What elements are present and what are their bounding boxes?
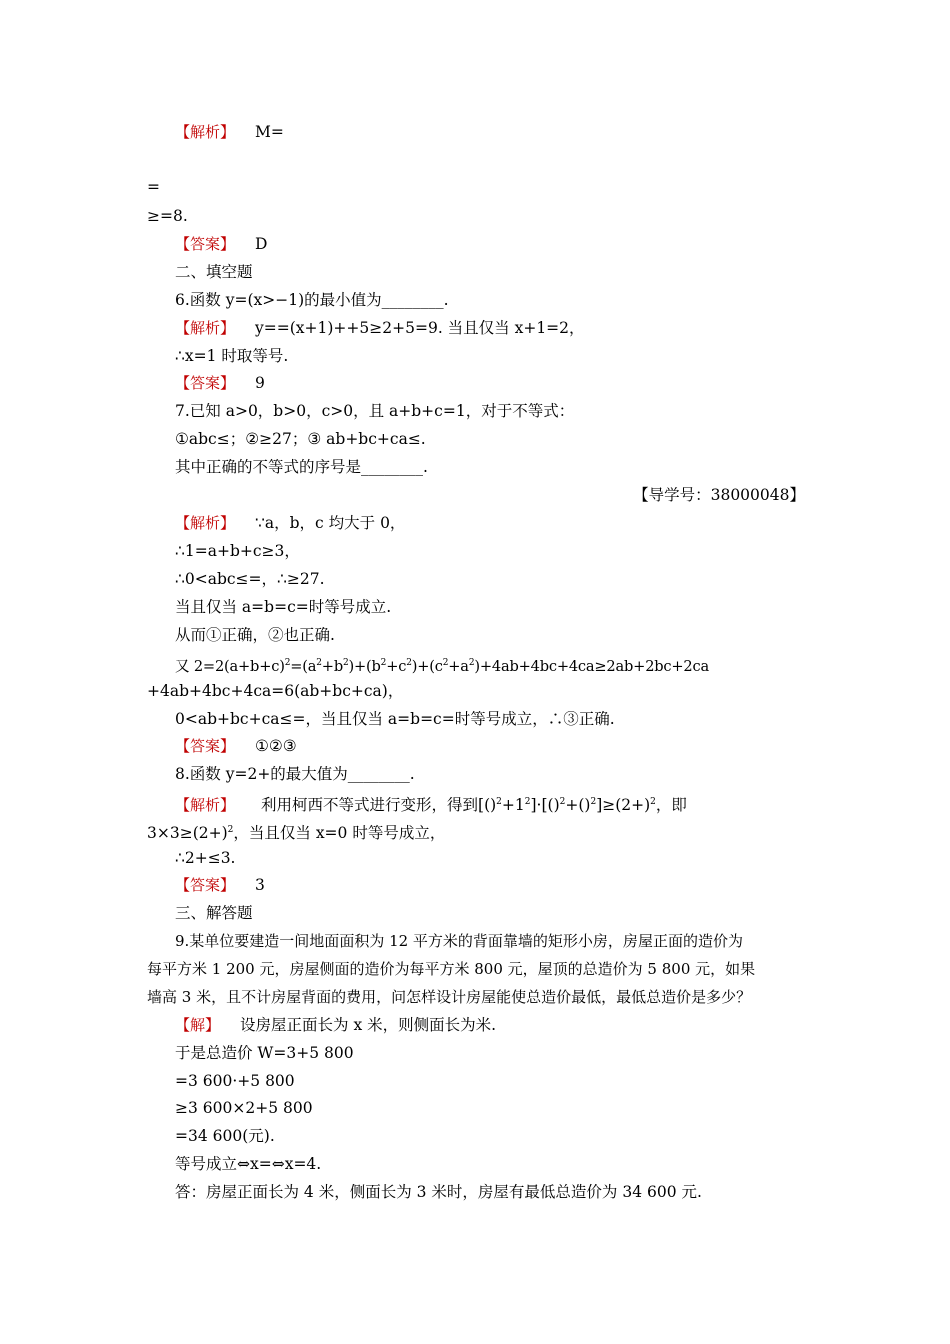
- solution-label: 【解】: [175, 1016, 221, 1034]
- question-6: 6.函数 y=(x>−1)的最小值为________.: [175, 291, 449, 309]
- answer-value: 3: [255, 876, 265, 894]
- text: ∵a，b，c 均大于 0，: [255, 514, 406, 532]
- analysis-line-7: [175, 512, 835, 534]
- text-line: ∴2+≤3.: [175, 849, 236, 867]
- text-line: ∴1=a+b+c≥3，: [175, 542, 300, 560]
- text-line: 于是总造价 W=3+5 800: [175, 1044, 354, 1062]
- text: )+(b: [348, 658, 381, 675]
- text-line: 等号成立⇔x=⇔x=4.: [175, 1155, 322, 1173]
- text-line: [175, 652, 835, 678]
- superscript: 2: [650, 797, 656, 807]
- superscript: 2: [284, 658, 291, 668]
- text: +c: [386, 658, 407, 675]
- analysis-line-5: [175, 121, 835, 143]
- text: ，即: [655, 796, 687, 814]
- text: 利用柯西不等式进行变形，得到[(): [261, 796, 497, 814]
- superscript: 2: [380, 658, 387, 668]
- analysis-label: 【解析】: [175, 514, 236, 532]
- superscript: 2: [227, 825, 234, 835]
- text: ]·[(): [530, 796, 560, 814]
- text: 3×3≥(2+): [147, 824, 228, 842]
- text-line: ①abc≤；②≥27；③ ab+bc+ca≤.: [175, 430, 426, 448]
- question-9: 9.某单位要建造一间地面面积为 12 平方米的背面靠墙的矩形小房，房屋正面的造价为: [175, 932, 743, 950]
- text-line: =3 600·+5 800: [175, 1072, 295, 1090]
- superscript: 2: [342, 658, 349, 668]
- superscript: 2: [559, 797, 566, 807]
- solution-line-9: [175, 1014, 835, 1036]
- final-answer: 答：房屋正面长为 4 米，侧面长为 3 米时，房屋有最低总造价为 34 600 元.: [175, 1183, 702, 1201]
- answer-label: 【答案】: [175, 235, 236, 253]
- answer-value: ①②③: [255, 737, 297, 755]
- superscript: 2: [468, 658, 475, 668]
- question-9-cont: 每平方米 1 200 元，房屋侧面的造价为每平方米 800 元，屋顶的总造价为 5 800 元，如果: [147, 960, 756, 978]
- analysis-label: 【解析】: [175, 796, 236, 814]
- text-line: 当且仅当 a=b=c=时等号成立.: [175, 598, 392, 616]
- question-9-cont: 墙高 3 米，且不计房屋背面的费用，问怎样设计房屋能使总造价最低，最低总造价是多少？: [147, 988, 752, 1006]
- equation-line: =: [147, 178, 160, 196]
- analysis-line-6: [175, 317, 835, 339]
- text-line: =34 600(元).: [175, 1127, 275, 1145]
- text: y==(x+1)++5≥2+5=9. 当且仅当 x+1=2，: [255, 319, 585, 337]
- text: )+4ab+4bc+4ca≥2ab+2bc+2ca: [474, 658, 709, 675]
- text-line: ∴x=1 时取等号.: [175, 347, 289, 365]
- text-line: ≥3 600×2+5 800: [175, 1099, 313, 1117]
- text: +b: [321, 658, 343, 675]
- analysis-line-8: [175, 791, 807, 816]
- text: +(): [565, 796, 591, 814]
- superscript: 2: [442, 658, 449, 668]
- superscript: 2: [406, 658, 412, 668]
- answer-label: 【答案】: [175, 876, 236, 894]
- guide-number: 【导学号：38000048】: [633, 486, 805, 504]
- answer-value: D: [255, 235, 268, 253]
- text: 设房屋正面长为 x 米，则侧面长为米.: [240, 1016, 497, 1034]
- section-heading-fill-in: 二、填空题: [175, 263, 253, 281]
- text: +1: [501, 796, 525, 814]
- answer-label: 【答案】: [175, 374, 236, 392]
- text: =(a: [290, 658, 317, 675]
- text: +a: [448, 658, 469, 675]
- question-7: 7.已知 a>0，b>0，c>0，且 a+b+c=1，对于不等式：: [175, 402, 575, 420]
- superscript: 2: [524, 797, 531, 807]
- answer-line-5: [175, 233, 835, 255]
- section-heading-solve: 三、解答题: [175, 904, 253, 922]
- text-line: 其中正确的不等式的序号是________.: [175, 458, 428, 476]
- answer-value: 9: [255, 374, 265, 392]
- answer-line-6: [175, 372, 835, 394]
- text: ，当且仅当 x=0 时等号成立，: [233, 824, 446, 842]
- text: ]≥(2+): [596, 796, 651, 814]
- answer-label: 【答案】: [175, 737, 236, 755]
- text: M=: [255, 123, 284, 141]
- analysis-label: 【解析】: [175, 123, 236, 141]
- text-line: +4ab+4bc+4ca=6(ab+bc+ca)，: [147, 682, 404, 700]
- text: )+(c: [411, 658, 443, 675]
- superscript: 2: [590, 797, 597, 807]
- text-line: ∴0<abc≤=，∴≥27.: [175, 570, 325, 588]
- text: 又 2=2(a+b+c): [175, 658, 285, 675]
- text-line: 0<ab+bc+ca≤=，当且仅当 a=b=c=时等号成立，∴③正确.: [175, 710, 615, 728]
- question-8: 8.函数 y=2+的最大值为________.: [175, 765, 415, 783]
- analysis-label: 【解析】: [175, 319, 236, 337]
- superscript: 2: [316, 658, 322, 668]
- answer-line-8: [175, 874, 835, 896]
- answer-line-7: [175, 735, 835, 757]
- text-line: 从而①正确，②也正确.: [175, 626, 335, 644]
- text-line: [147, 819, 807, 844]
- superscript: 2: [496, 797, 502, 807]
- equation-line: ≥=8.: [147, 207, 188, 225]
